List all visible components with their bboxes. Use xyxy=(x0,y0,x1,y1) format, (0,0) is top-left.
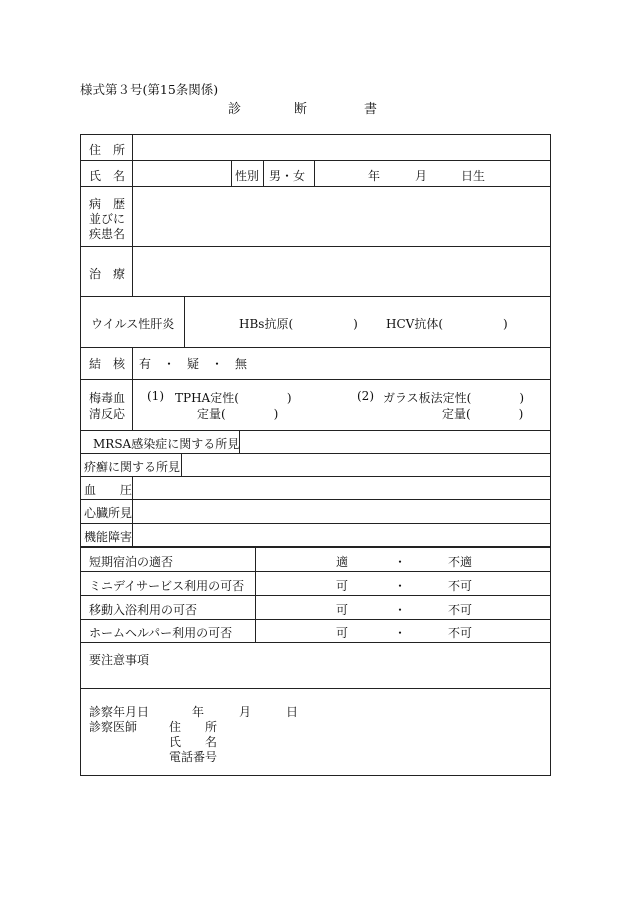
document-title-char-2: 断 xyxy=(294,102,308,117)
heart-findings-label: 心臓所見 xyxy=(84,506,133,520)
suitability-dot: ・ xyxy=(394,603,407,617)
mrsa-label: MRSA感染症に関する所見 xyxy=(93,437,240,451)
birth-month-label: 月 xyxy=(415,169,428,183)
suitability-label: ミニデイサービス利用の可否 xyxy=(89,579,245,593)
hcv-antibody-field: HCV抗体( ) xyxy=(386,317,508,331)
suitability-no: 不適 xyxy=(448,555,473,569)
address-label: 住 所 xyxy=(89,143,126,157)
doctor-name-label: 氏 名 xyxy=(169,735,218,749)
sex-options: 男・女 xyxy=(269,169,306,183)
birth-day-label: 日生 xyxy=(461,169,486,183)
functional-disability-label: 機能障害 xyxy=(84,530,133,544)
suitability-yes: 可 xyxy=(336,626,349,640)
tb-options: 有 ・ 疑 ・ 無 xyxy=(139,357,248,371)
suitability-yes: 適 xyxy=(336,555,349,569)
document-title-char-1: 診 xyxy=(228,102,242,117)
suitability-dot: ・ xyxy=(394,626,407,640)
name-label: 氏 名 xyxy=(89,169,126,183)
exam-date-label: 診察年月日 xyxy=(89,705,150,719)
tb-label: 結 核 xyxy=(89,357,126,371)
suitability-no: 不可 xyxy=(448,603,473,617)
treatment-label: 治 療 xyxy=(89,267,126,281)
glass-quantitative: 定量( ) xyxy=(442,407,524,421)
tpha-number: (1) xyxy=(147,389,164,403)
syphilis-label-1: 梅毒血 xyxy=(89,391,126,405)
diagnosis-form-table xyxy=(80,134,551,776)
suitability-yes: 可 xyxy=(336,579,349,593)
birth-year-label: 年 xyxy=(368,169,381,183)
doctor-phone-label: 電話番号 xyxy=(169,750,218,764)
suitability-dot: ・ xyxy=(394,579,407,593)
tpha-qualitative: TPHA定性( ) xyxy=(175,391,292,405)
tpha-quantitative: 定量( ) xyxy=(197,407,279,421)
glass-number: (2) xyxy=(357,389,374,403)
hepatitis-label: ウイルス性肝炎 xyxy=(91,317,175,331)
form-code: 様式第３号(第15条関係) xyxy=(80,82,219,97)
document-title-char-3: 書 xyxy=(364,102,378,117)
exam-year-label: 年 xyxy=(192,705,205,719)
history-label-3: 疾患名 xyxy=(89,227,126,241)
doctor-label: 診察医師 xyxy=(89,720,138,734)
history-label-1: 病 歴 xyxy=(89,197,126,211)
scabies-label: 疥癬に関する所見 xyxy=(84,460,181,474)
exam-day-label: 日 xyxy=(286,705,299,719)
history-label-2: 並びに xyxy=(89,212,126,226)
suitability-no: 不可 xyxy=(448,579,473,593)
notes-label: 要注意事項 xyxy=(89,653,150,667)
suitability-label: 移動入浴利用の可否 xyxy=(89,603,198,617)
sex-label: 性別 xyxy=(235,169,260,183)
doctor-address-label: 住 所 xyxy=(169,720,218,734)
suitability-dot: ・ xyxy=(394,555,407,569)
syphilis-label-2: 清反応 xyxy=(89,407,126,421)
suitability-label: 短期宿泊の適否 xyxy=(89,555,174,569)
glass-qualitative: ガラス板法定性( ) xyxy=(383,391,525,405)
hbs-antigen-field: HBs抗原( ) xyxy=(239,317,358,331)
suitability-yes: 可 xyxy=(336,603,349,617)
suitability-label: ホームヘルパー利用の可否 xyxy=(89,626,233,640)
exam-month-label: 月 xyxy=(239,705,252,719)
suitability-no: 不可 xyxy=(448,626,473,640)
blood-pressure-label: 血 圧 xyxy=(84,483,133,497)
